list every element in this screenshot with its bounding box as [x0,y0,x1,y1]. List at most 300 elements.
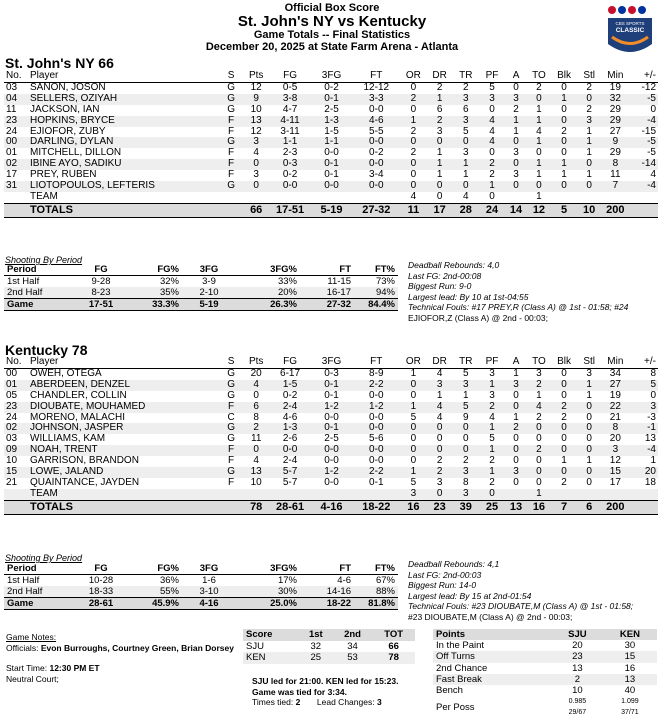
points-cell: In the Paint [436,640,485,652]
stat-cell: 0 [561,147,567,159]
stat-cell: 3 [436,476,443,488]
stat-cell: 0 [536,455,542,467]
stat-cell: IBINE AYO, SADIKU [28,159,219,170]
stat-cell: 0-5 [282,81,298,93]
stat-cell: 0 [551,467,577,478]
player-row [4,105,658,116]
stat-cell: 6 [243,402,269,413]
tech-fouls-sju: Technical Fouls: #17 PREY,R (Class A) @ 1st - 01:58; #24 [408,302,629,312]
stat-cell: TEAM [30,190,58,202]
game-cell: 17-51 [74,299,128,311]
points-row [433,640,657,651]
column-header: A [505,357,527,368]
tech-fouls-sju-cont: EJIOFOR,Z (Class A) @ 2nd - 00:03; [408,312,548,323]
stat-cell: 0-0 [311,181,352,192]
stat-cell: HOPKINS, BRYCE [28,116,219,127]
stat-cell [4,489,28,500]
stat-cell: 1-1 [311,137,352,148]
column-header: Pts [243,357,269,368]
stat-cell: 3-8 [269,94,310,105]
points-cell: 13 [603,674,657,685]
stat-cell: G [227,81,235,93]
stat-cell: 4 [479,116,505,127]
period-row [4,287,398,299]
stat-cell: 7 [601,181,629,192]
stat-cell: 01 [6,147,18,159]
stat-cell: 17 [609,476,621,488]
points-cell: 13 [572,662,583,674]
stat-cell: 2-3 [282,147,298,159]
stat-cell [551,192,577,203]
stat-cell: 0 [513,455,519,467]
points-column-header: KEN [603,629,657,640]
stat-cell: 3-11 [280,125,300,137]
stat-cell: 22 [601,402,629,413]
stat-cell: 13 [243,467,269,478]
stat-cell: 01 [4,380,28,391]
stat-cell: 3 [505,467,527,478]
stat-cell: 12 [250,81,262,93]
stat-cell: G [227,367,235,379]
stat-cell: 4-7 [282,103,298,115]
score-cell: 32 [310,640,322,652]
stat-cell: -4 [630,116,658,127]
game-notes-title: Game Notes: [6,632,57,642]
stat-cell: 0 [410,169,417,181]
stat-cell: 2 [489,476,495,488]
stat-cell: -4 [630,445,658,456]
stat-cell: 0 [577,94,601,105]
stat-cell: 0-1 [311,423,352,434]
stat-cell: 1 [577,137,601,148]
stat-cell: 0 [577,402,601,413]
score-header-row [243,629,415,641]
total-cell [630,203,658,217]
stat-cell: 2 [463,455,469,467]
points-cell: 10 [572,685,583,697]
stat-cell: 3-4 [369,169,384,181]
stat-cell: SELLERS, OZIYAH [28,94,219,105]
stat-cell: 5 [410,411,417,423]
total-cell: 11 [400,203,426,217]
stat-cell: 09 [4,445,28,456]
game-cell: Game [4,598,74,610]
stat-cell: 0 [551,116,577,127]
stat-cell: 2-4 [269,402,310,413]
period-cell: 4-6 [337,575,351,586]
stat-cell: 0 [489,190,495,202]
stat-cell: 8 [601,159,629,170]
stat-cell: 21 [609,411,621,423]
stat-cell: 0 [453,423,479,434]
svg-text:CLASSIC: CLASSIC [615,27,645,34]
stat-cell: 34 [609,367,621,379]
stat-cell: 23 [4,402,28,413]
stat-cell: 0-2 [324,81,339,93]
stat-cell: 0 [505,445,527,456]
stat-cell: NOAH, TRENT [28,445,219,456]
stat-cell: 0-3 [324,367,339,379]
stat-cell: 0 [577,423,601,434]
stat-cell: 2 [561,476,567,488]
period-column-header: 3FG% [236,563,300,575]
officials: Evon Burroughs, Courtney Green, Brian Dorsey [40,642,234,653]
column-header: TR [453,71,479,82]
points-column-header: SJU [552,629,603,640]
stat-cell: 0 [513,476,519,488]
stat-cell: 11 [610,169,621,181]
total-cell: 4-16 [311,500,352,514]
stat-cell: 3 [253,169,259,181]
total-cell: 5-19 [311,203,352,217]
score-column-header: 2nd [333,629,372,641]
stat-cell [352,192,400,203]
stat-cell: 0-0 [311,445,352,456]
stat-cell: 12-12 [363,81,390,93]
stat-cell: 5 [410,476,417,488]
period-cell: 32% [159,276,179,287]
column-header: Player [28,71,219,82]
stat-cell [352,489,400,500]
stat-cell: 1 [561,169,567,181]
stat-cell: TEAM [28,489,219,500]
stat-cell: G [219,380,243,391]
stat-cell: 1 [561,455,567,467]
total-cell: 27-32 [352,203,400,217]
stat-cell: -1 [630,423,658,434]
stat-cell: 5 [489,81,495,93]
stat-cell: 0 [410,103,417,115]
total-cell: 24 [479,203,505,217]
stat-cell: 20 [630,467,658,478]
points-header-row [433,629,657,640]
period-header-row [4,563,398,575]
stat-cell: 3 [513,169,519,181]
score-row [243,652,415,664]
stat-cell: 0-0 [352,137,400,148]
stat-cell: 2 [536,411,542,423]
lead-changes: 3 [376,697,382,707]
stat-cell: 0 [427,423,453,434]
stat-cell: 2 [513,103,519,115]
stat-cell: 1 [577,380,601,391]
period-column-header: FT% [354,563,398,575]
total-cell [219,500,243,514]
stat-cell [269,192,310,203]
stat-cell: 0 [410,81,417,93]
largest-lead-ken: Largest lead: By 15 at 2nd-01:54 [408,590,532,601]
stat-cell: 4-6 [282,411,298,423]
stat-cell: 4 [489,411,495,423]
stat-cell: 1 [536,103,542,115]
stat-cell [630,489,658,500]
column-header: No. [4,71,28,82]
period-cell: 2-10 [182,287,236,299]
stat-cell: 0 [463,433,469,445]
shooting-period-ken [4,563,398,610]
times-tied-label: Times tied: [252,697,294,707]
stat-cell: 6-17 [280,367,301,379]
stat-cell: 5-5 [369,125,384,137]
stat-cell: 1 [453,159,479,170]
total-cell: 39 [453,500,479,514]
column-header: DR [427,71,453,82]
stat-cell: 29 [601,116,629,127]
tech-fouls-ken-cont: #23 DIOUBATE,M (Class A) @ 2nd - 00:03; [408,611,573,622]
stat-cell: -4 [630,181,658,192]
stat-cell: 3 [577,116,601,127]
points-cell: 15 [603,651,657,662]
stat-cell: OWEH, OTEGA [30,367,102,379]
stat-cell: 0 [650,103,656,115]
stat-cell: 0 [253,389,259,401]
team-title-sju: St. John's NY 66 [5,55,114,71]
column-header: Blk [551,357,577,368]
stat-cell: 1 [436,169,443,181]
stat-cell: 0 [513,433,519,445]
column-header: 3FG [311,357,352,368]
total-cell: 13 [505,500,527,514]
stat-cell: 0 [410,389,417,401]
period-cell: 88% [354,586,398,598]
game-cell: 18-22 [300,598,354,610]
points-row [433,685,657,696]
column-header: TR [453,357,479,368]
stat-cell: 1 [436,147,443,159]
column-header: S [219,357,243,368]
stat-cell: 1 [536,169,542,181]
column-header: No. [4,357,28,368]
stat-cell: 0 [243,181,269,192]
stat-cell: 15 [4,467,28,478]
stat-cell: 02 [4,423,28,434]
stat-cell: 5 [489,433,495,445]
player-row [4,391,658,402]
period-column-header: FT% [354,264,398,276]
stat-cell: 5 [463,367,469,379]
period-cell: 10-28 [88,575,114,586]
period-cell: 9-28 [91,276,111,287]
game-cell: 45.9% [128,598,182,610]
stat-cell: 0 [400,181,426,192]
per-poss-row [433,696,657,718]
stat-cell: 0 [410,455,417,467]
game-notes [6,632,234,684]
period-column-header: 3FG [182,264,236,276]
points-row [433,674,657,685]
stat-cell: 2-2 [352,380,400,391]
stat-cell: 9 [463,411,469,423]
stat-cell: 20 [250,367,262,379]
stat-cell: 3 [630,402,658,413]
total-cell: 28 [453,203,479,217]
stat-cell: 3 [463,147,469,159]
stat-cell [505,192,527,203]
stat-cell: EJIOFOR, ZUBY [30,125,106,137]
period-header-row [4,264,398,276]
stat-cell: 19 [609,81,621,93]
stat-cell: 0 [650,389,656,401]
score-cell: KEN [243,652,299,664]
column-header: +/- [630,357,658,368]
period-cell: 14-16 [300,586,354,598]
stat-cell: 1 [436,389,443,401]
period-cell: 36% [159,575,179,586]
matchup-title: St. John's NY vs Kentucky [237,13,427,30]
stat-cell: 0 [453,137,479,148]
stat-cell: 3 [453,116,479,127]
stat-cell: 0 [536,147,542,159]
stat-cell: 3-3 [352,94,400,105]
stat-cell: -5 [630,94,658,105]
period-column-header: Period [4,264,74,276]
stat-cell: 0 [427,445,453,456]
stat-cell: F [219,116,243,127]
stat-cell: 00 [6,367,18,379]
led-line-1: SJU led for 21:00. KEN led for 15:23. [252,676,399,686]
stat-cell: C [227,411,235,423]
period-row [4,575,398,587]
period-cell: 73% [375,276,395,287]
total-cell: 16 [400,500,426,514]
stat-cell: 0 [436,190,443,202]
stat-cell: 1 [586,147,592,159]
total-cell [630,500,658,514]
deadball-sju: Deadball Rebounds: 4,0 [408,260,500,270]
stat-cell: 0 [551,423,577,434]
period-column-header: FT [300,563,354,575]
total-cell: 7 [551,500,577,514]
totals-row [4,500,658,514]
stat-cell: 2-6 [282,433,298,445]
player-row [4,478,658,489]
stat-cell: LIOTOPOULOS, LEFTERIS [28,181,219,192]
column-header: S [219,71,243,82]
column-header: PF [479,71,505,82]
score-column-header: Score [243,629,299,641]
stat-cell: 31 [4,181,28,192]
stat-cell: -14 [630,159,658,170]
game-cell: 28-61 [74,598,128,610]
stat-cell: 5 [463,125,469,137]
stat-cell: 0-1 [324,389,339,401]
stat-cell: 0 [577,467,601,478]
game-cell: 4-16 [182,598,236,610]
stat-cell: 2-2 [352,467,400,478]
stat-cell: 3 [436,125,443,137]
stat-cell: 3 [479,94,505,105]
player-row [4,181,658,192]
stat-cell: 21 [6,476,18,488]
stat-cell: 0-0 [324,147,339,159]
stat-cell: 0 [527,423,551,434]
column-header: Stl [577,357,601,368]
stat-cell: 0 [400,137,426,148]
stat-cell: 4 [527,402,551,413]
box-score-ken [4,357,658,515]
period-cell: 94% [354,287,398,299]
stat-cell: 0 [577,181,601,192]
stat-cell: 0-1 [311,159,352,170]
stat-cell: MORENO, MALACHI [30,411,126,423]
game-cell: Game [4,299,74,311]
total-cell: 28-61 [269,500,310,514]
stat-cell: 4-6 [352,116,400,127]
stat-cell: G [227,389,235,401]
stat-cell: 3 [453,489,479,500]
stat-cell: 13 [644,433,656,445]
period-cell: 35% [128,287,182,299]
stat-cell: 0 [427,137,453,148]
box-header-row [4,71,658,82]
doc-title: Official Box Score [284,2,380,14]
stat-cell: G [219,423,243,434]
stat-cell: 3 [453,380,479,391]
stat-cell: 1 [513,367,519,379]
stat-cell: 0 [243,445,269,456]
stat-cell: 00 [4,137,28,148]
stat-cell: 0 [561,433,567,445]
total-cell: 17-51 [269,203,310,217]
total-cell: 200 [601,203,629,217]
stat-cell: 4 [253,455,259,467]
stat-cell: 1 [479,467,505,478]
total-cell: 66 [243,203,269,217]
stat-cell: 1 [513,411,519,423]
game-row [4,299,398,311]
box-header-row [4,357,658,368]
column-header: DR [427,357,453,368]
stat-cell: 0-0 [269,445,310,456]
stat-cell: F [219,402,243,413]
lead-changes-label: Lead Changes: [316,697,375,707]
stat-cell: 0 [410,433,417,445]
column-header: Pts [243,71,269,82]
period-cell: 55% [128,586,182,598]
stat-cell [601,192,629,203]
column-header: TO [527,71,551,82]
column-header: OR [400,71,426,82]
stat-cell: 3 [513,147,519,159]
stat-cell: 2-5 [324,433,339,445]
stat-cell: 4 [489,125,495,137]
points-breakdown [433,629,657,719]
points-cell: 40 [624,685,636,697]
stat-cell: 5-7 [282,476,298,488]
period-column-header: 3FG% [236,264,300,276]
stat-cell [601,489,629,500]
stat-cell: 2 [400,94,426,105]
stat-cell: 2 [479,159,505,170]
stat-cell: 5-7 [269,467,310,478]
deadball-ken: Deadball Rebounds: 4,1 [408,559,500,569]
stat-cell: 0 [505,159,527,170]
points-cell: 2 [552,674,603,685]
stat-cell: 2 [489,455,495,467]
stat-cell: 05 [6,389,18,401]
period-cell: 67% [375,575,395,586]
points-row [433,651,657,662]
stat-cell: 0-0 [352,423,400,434]
total-cell: 200 [601,500,629,514]
stat-cell: 04 [4,94,28,105]
stat-cell: 2 [561,125,567,137]
stat-cell: 1 [551,94,577,105]
stat-cell: 4 [436,367,443,379]
stat-cell [551,489,577,500]
stat-cell: 0 [505,137,527,148]
doc-subtitle: Game Totals -- Final Statistics [253,29,411,41]
